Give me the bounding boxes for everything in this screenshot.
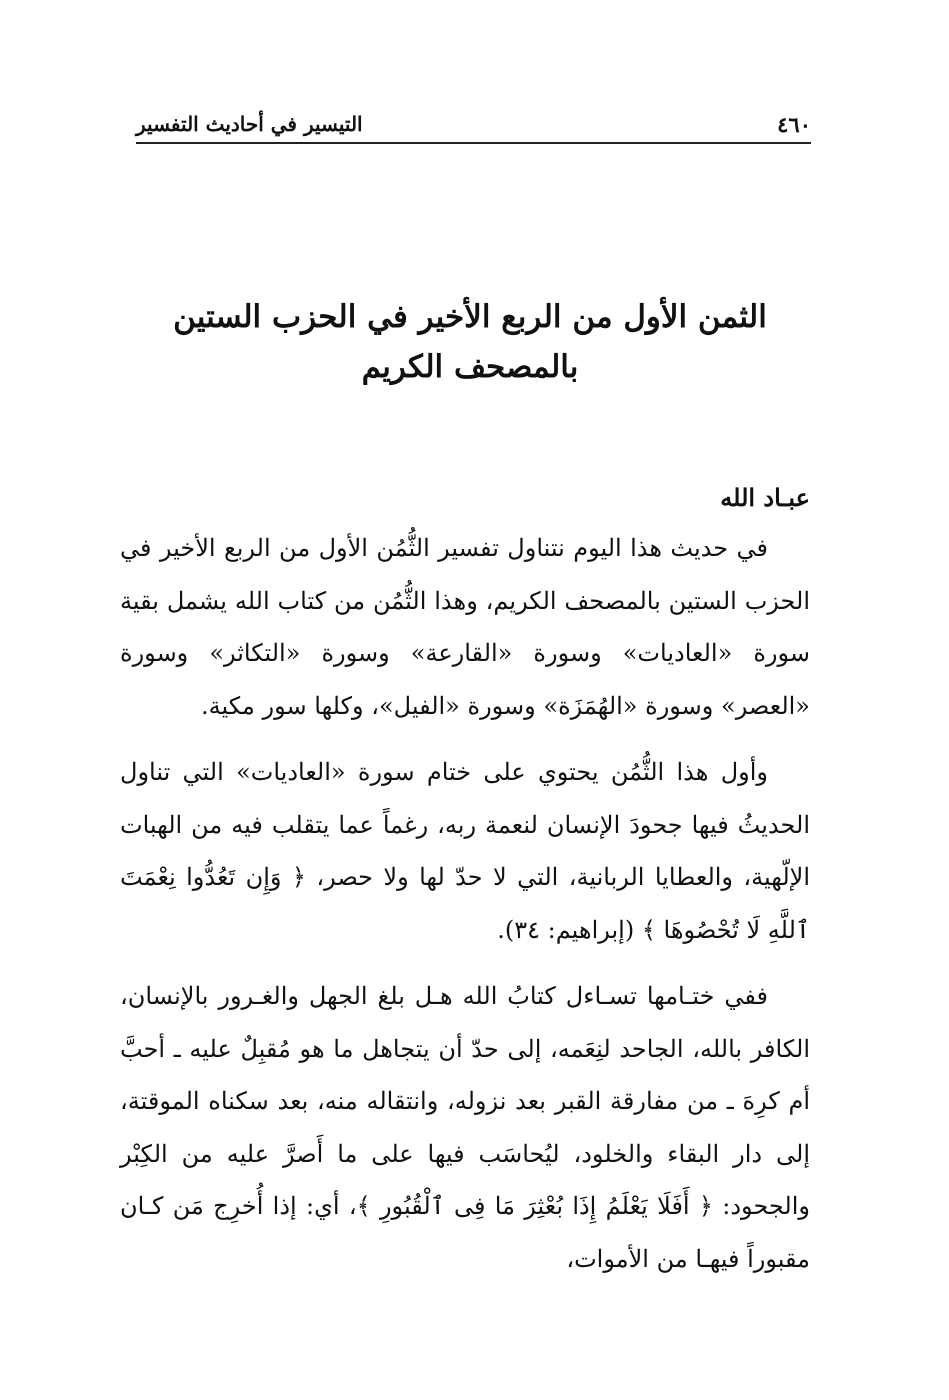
section-heading: عبـاد الله	[720, 483, 810, 512]
paragraph: في حديث هذا اليوم نتناول تفسير الثُّمُن الأول من الربع الأخير في الحزب الستين بالمصحف الكريم، وهذا الثُّمُن من كتاب الله يشمل بقية سورة «العاديات» وسورة «القارعة» وسورة «التكاثر» وسورة «العصر» وسورة «الهُمَزَة» وسورة «الفيل»، وكلها سور مكية.	[120, 534, 810, 720]
chapter-title: الثمن الأول من الربع الأخير في الحزب الستين بالمصحف الكريم	[173, 299, 767, 385]
running-header	[136, 108, 811, 144]
paragraph: وأول هذا الثُّمُن يحتوي على ختام سورة «العاديات» التي تناول الحديثُ فيها جحودَ الإنسان لنعمة ربه، رغماً عما يتقلب فيه من الهبات الإلّهية، والعطايا الربانية، التي لا حدّ لها ولا حصر، ﴿ وَإِن تَعُدُّوا نِعْمَتَ ٱللَّهِ لَا تُحْصُوهَا ﴾ (إبراهيم: ٣٤).	[120, 758, 810, 944]
page-number: ٤٦٠	[777, 112, 811, 137]
book-title: التيسير في أحاديث التفسير	[136, 112, 363, 136]
paragraph: ففي ختـامها تسـاءل كتابُ الله هـل بلغ الجهل والغـرور بالإنسان، الكافر بالله، الجاحد لنِعَمه، إلى حدّ أن يتجاهل ما هو مُقبِلٌ عليه ـ أحبَّ أم كرِهَ ـ من مفارقة القبر بعد نزوله، وانتقاله منه، بعد سكناه الموقتة، إلى دار البقاء والخلود، ليُحاسَب فيها على ما أَصرَّ عليه من الكِبْر والجحود: ﴿ أَفَلَا يَعْلَمُ إِذَا بُعْثِرَ مَا فِى ٱلْقُبُورِ ﴾، أي: إذا أُخرِج مَن كـان مقبوراً فيهـا من الأموات،	[120, 982, 810, 1273]
body-text	[120, 478, 810, 1299]
